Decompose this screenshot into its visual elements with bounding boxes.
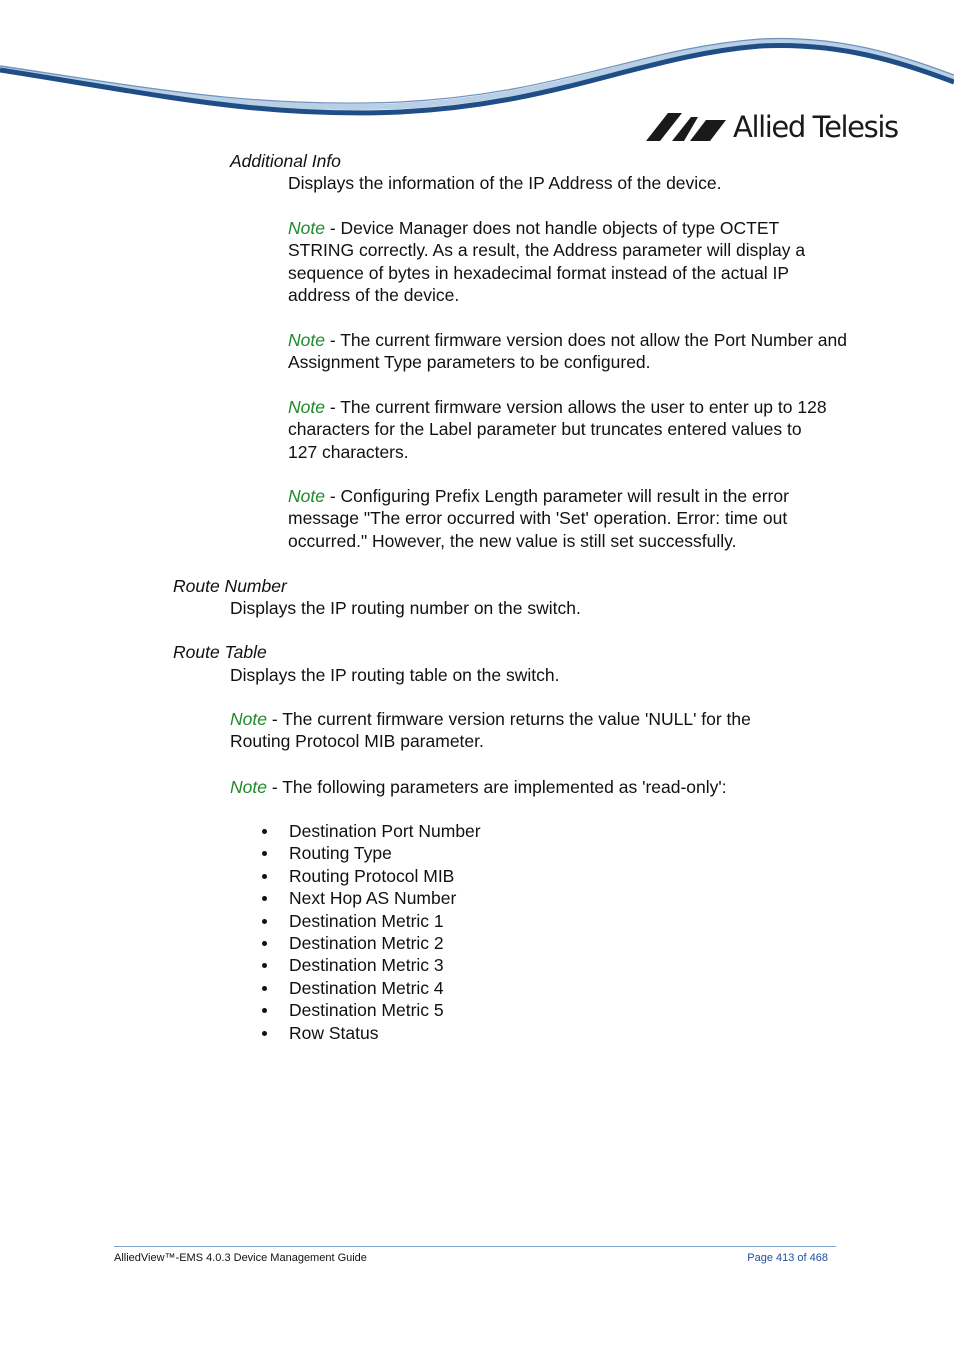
- list-item: Destination Metric 2: [258, 932, 481, 954]
- list-item: Next Hop AS Number: [258, 887, 481, 909]
- term-route-table: Route Table: [173, 642, 267, 662]
- list-item: Destination Metric 5: [258, 999, 481, 1021]
- note-text: - The current firmware version returns the value 'NULL' for the Routing Protocol MIB parameter.: [230, 709, 751, 752]
- note-text: - The following parameters are implemented as 'read-only':: [266, 777, 727, 797]
- additional-info-note-2: [288, 329, 848, 374]
- additional-info-note-4: [288, 485, 833, 552]
- list-item: Destination Metric 4: [258, 977, 481, 999]
- read-only-parameter-list: [258, 820, 481, 1044]
- note-text: - Device Manager does not handle objects of type OCTET STRING correctly. As a result, the Address parameter will display a sequence of bytes in hexadecimal format instead of the actual IP address of the device.: [288, 218, 806, 306]
- footer-divider: [114, 1246, 836, 1247]
- additional-info-description: Displays the information of the IP Address of the device.: [288, 173, 722, 193]
- term-route-number: Route Number: [173, 576, 287, 596]
- term-additional-info: Additional Info: [230, 151, 341, 171]
- note-label: Note: [288, 330, 325, 350]
- note-label: Note: [288, 397, 325, 417]
- note-label: Note: [288, 218, 325, 238]
- list-item: Row Status: [258, 1022, 481, 1044]
- route-number-description: Displays the IP routing number on the switch.: [230, 598, 581, 618]
- note-text: - The current firmware version allows the user to enter up to 128 characters for the Label parameter but truncates entered values to 127 characters.: [288, 397, 827, 462]
- list-item: Routing Protocol MIB: [258, 865, 481, 887]
- note-text: - Configuring Prefix Length parameter will result in the error message "The error occurred with 'Set' operation. Error: time out occurred." However, the new value is still set successfully.: [288, 486, 789, 551]
- logo-wordmark: Allied Telesis: [733, 110, 898, 144]
- additional-info-note-3: [288, 396, 833, 463]
- route-table-note-2: [230, 776, 830, 798]
- allied-telesis-mark-icon: [646, 112, 726, 142]
- footer-document-title: AlliedView™-EMS 4.0.3 Device Management Guide: [114, 1252, 367, 1264]
- route-table-note-1: [230, 708, 790, 753]
- footer-page-number: Page 413 of 468: [747, 1252, 828, 1264]
- note-label: Note: [230, 709, 267, 729]
- list-item: Destination Port Number: [258, 820, 481, 842]
- note-label: Note: [288, 486, 325, 506]
- list-item: Destination Metric 1: [258, 910, 481, 932]
- allied-telesis-logo: [646, 110, 898, 144]
- list-item: Routing Type: [258, 842, 481, 864]
- additional-info-note-1: [288, 217, 833, 307]
- note-text: - The current firmware version does not allow the Port Number and Assignment Type parameters to be configured.: [288, 330, 847, 373]
- route-table-description: Displays the IP routing table on the switch.: [230, 665, 560, 685]
- list-item: Destination Metric 3: [258, 954, 481, 976]
- note-label: Note: [230, 777, 267, 797]
